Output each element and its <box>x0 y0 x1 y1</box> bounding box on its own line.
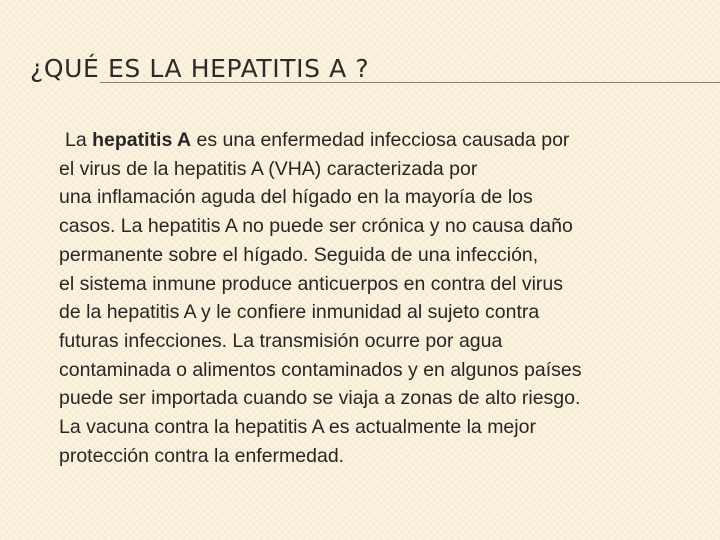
body-line: protección contra la enfermedad. <box>59 444 345 467</box>
body-line <box>65 126 709 155</box>
body-line-text: es una enfermedad infecciosa causada por <box>191 129 570 151</box>
body-line: el virus de la hepatitis A (VHA) caracterizada por <box>59 157 478 180</box>
body-line: el sistema inmune produce anticuerpos en contra del virus <box>59 272 564 295</box>
body-intro: La <box>65 129 93 151</box>
body-line: casos. La hepatitis A no puede ser crónica y no causa daño <box>59 215 573 238</box>
body-line: La vacuna contra la hepatitis A es actualmente la mejor <box>59 416 536 439</box>
body-line: puede ser importada cuando se viaja a zonas de alto riesgo. <box>59 387 581 410</box>
body-line: una inflamación aguda del hígado en la mayoría de los <box>59 186 533 209</box>
body-line: contaminada o alimentos contaminados y en algunos países <box>59 358 582 381</box>
body-paragraph <box>59 126 709 470</box>
slide-title: ¿QUÉ ES LA HEPATITIS A ? <box>30 54 370 83</box>
body-line: futuras infecciones. La transmisión ocurre por agua <box>59 329 503 352</box>
body-line: de la hepatitis A y le confiere inmunidad al sujeto contra <box>59 301 540 324</box>
title-underline <box>100 82 720 83</box>
body-bold-term: hepatitis A <box>92 129 192 151</box>
body-line: permanente sobre el hígado. Seguida de una infección, <box>59 243 539 266</box>
